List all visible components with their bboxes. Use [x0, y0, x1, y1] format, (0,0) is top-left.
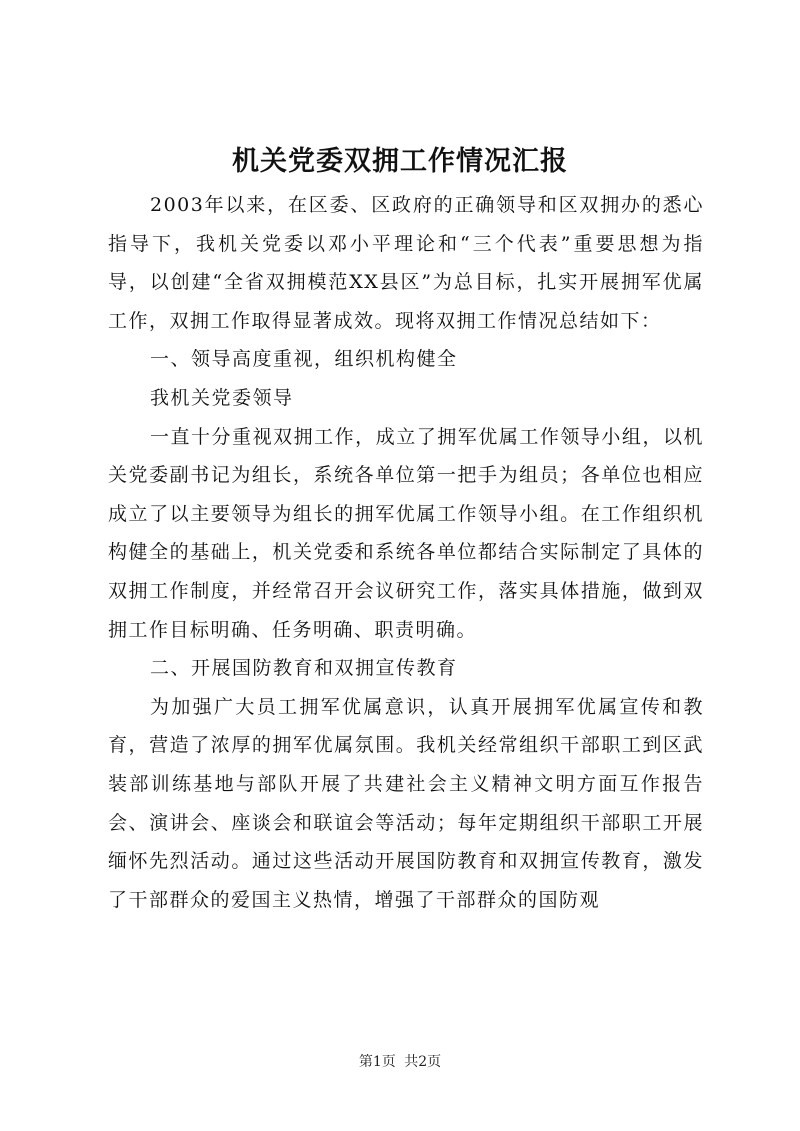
page-number: 第1页 — [358, 1054, 396, 1070]
document-title: 机关党委双拥工作情况汇报 — [232, 146, 568, 177]
section-heading-1: 一、领导高度重视，组织机构健全 — [150, 348, 458, 371]
page-footer — [0, 1052, 800, 1072]
paragraph-leadership: 我机关党委领导 — [150, 386, 294, 409]
paragraph-intro: 2003年以来，在区委、区政府的正确领导和区双拥办的悉心指导下，我机关党委以邓小平理论和“三个代表”重要思想为指导，以创建“全省双拥模范XX县区”为总目标，扎实开展拥军优属工作，双拥工作取得显著成效。现将双拥工作情况总结如下： — [108, 194, 704, 332]
section-heading-2: 二、开展国防教育和双拥宣传教育 — [150, 657, 458, 680]
paragraph-education: 为加强广大员工拥军优属意识，认真开展拥军优属宣传和教育，营造了浓厚的拥军优属氛围。我机关经常组织干部职工到区武装部训练基地与部队开展了共建社会主义精神文明方面互作报告会、演讲会、座谈会和联谊会等活动；每年定期组织干部职工开展缅怀先烈活动。通过这些活动开展国防教育和双拥宣传教育，激发了干部群众的爱国主义热情，增强了干部群众的国防观 — [108, 695, 704, 911]
document-body — [108, 186, 704, 919]
paragraph-organization: 一直十分重视双拥工作，成立了拥军优属工作领导小组，以机关党委副书记为组长，系统各单位第一把手为组员；各单位也相应成立了以主要领导为组长的拥军优属工作领导小组。在工作组织机构健全的基础上，机关党委和系统各单位都结合实际制定了具体的双拥工作制度，并经常召开会议研究工作，落实具体措施，做到双拥工作目标明确、任务明确、职责明确。 — [108, 425, 704, 641]
page-total: 共2页 — [404, 1054, 442, 1070]
